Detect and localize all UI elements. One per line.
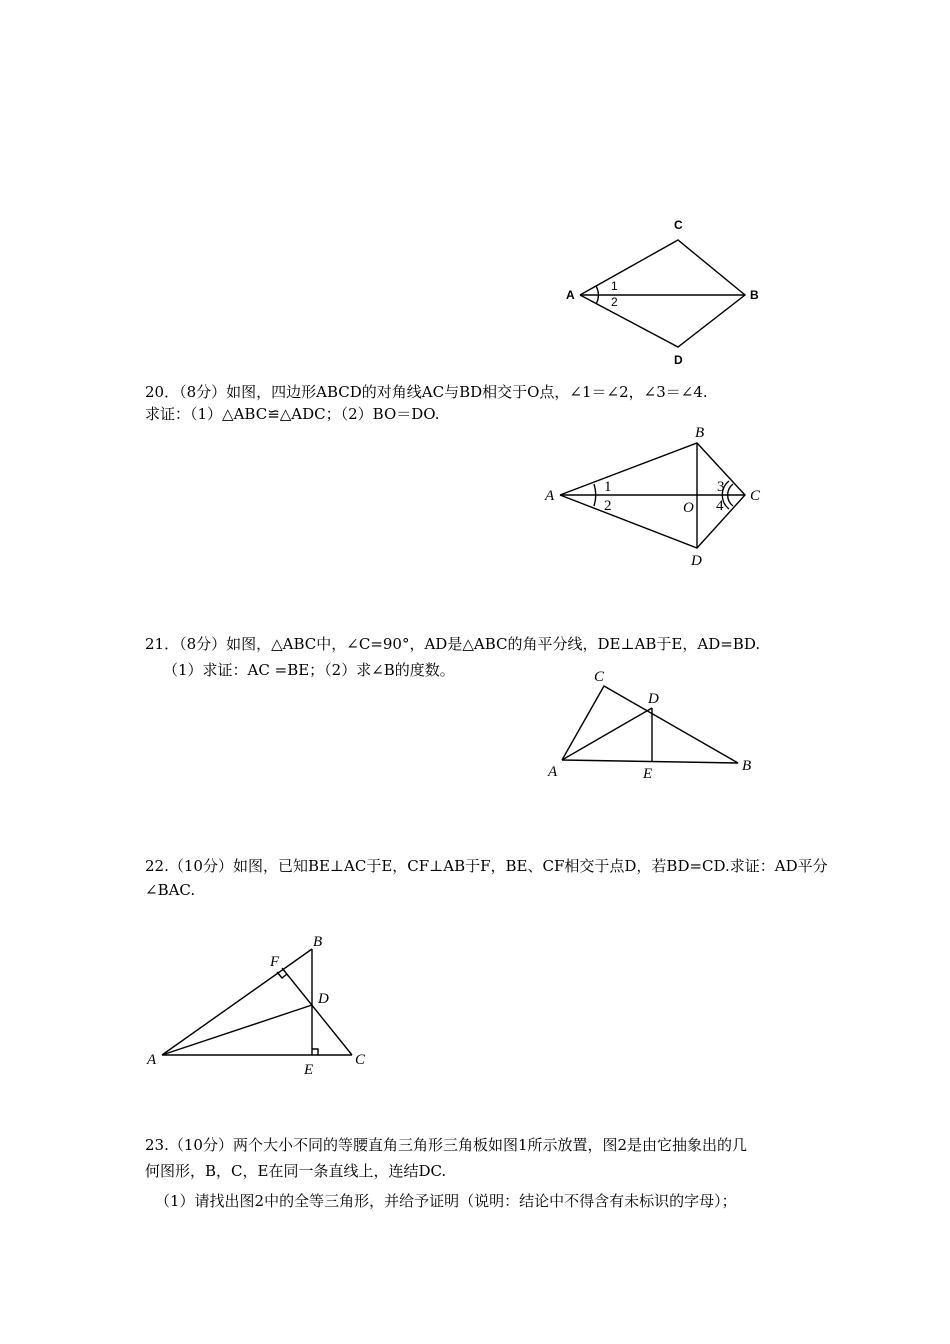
label-d: D <box>674 353 683 367</box>
label-c: C <box>355 1052 366 1068</box>
label-a: A <box>566 288 575 302</box>
label-f: F <box>270 954 280 970</box>
angle-2: 2 <box>611 295 618 309</box>
label-o: O <box>683 500 694 516</box>
angle-3: 3 <box>717 479 725 495</box>
q23-line3: （1）请找出图2中的全等三角形，并给予证明（说明：结论中不得含有未标识的字母）； <box>155 1192 737 1210</box>
label-a: A <box>545 488 555 504</box>
angle-4: 4 <box>716 498 724 514</box>
label-c: C <box>750 488 761 504</box>
q23-line2: 何图形，B，C，E在同一条直线上，连结DC. <box>145 1162 447 1180</box>
label-d: D <box>691 553 702 569</box>
label-b: B <box>313 934 323 950</box>
label-d: D <box>318 991 329 1007</box>
label-b: B <box>742 758 752 774</box>
label-e: E <box>304 1062 314 1078</box>
q23-line1: 23.（10分）两个大小不同的等腰直角三角形三角板如图1所示放置，图2是由它抽象出的几 <box>145 1136 748 1154</box>
q20-line2: 求证：（1）△ABC≌△ADC；（2）BO＝DO. <box>145 405 440 423</box>
label-c: C <box>594 669 605 685</box>
label-b: B <box>750 288 759 302</box>
angle-1: 1 <box>604 479 612 495</box>
label-e: E <box>643 766 653 782</box>
q21-line1: 21．（8分）如图，△ABC中，∠C=90°，AD是△ABC的角平分线，DE⊥AB于E，AD=BD. <box>145 635 761 653</box>
label-c: C <box>674 218 683 232</box>
q22-line2: ∠BAC. <box>145 881 196 899</box>
label-a: A <box>147 1052 157 1068</box>
angle-2: 2 <box>604 498 612 514</box>
q20-line1: 20．（8分）如图，四边形ABCD的对角线AC与BD相交于O点，∠1＝∠2，∠3＝∠4. <box>145 383 708 401</box>
angle-1: 1 <box>611 279 618 293</box>
label-b: B <box>695 425 705 441</box>
label-d: D <box>648 691 659 707</box>
q21-line2: （1）求证：AC =BE；（2）求∠B的度数。 <box>163 661 455 679</box>
label-a: A <box>548 764 558 780</box>
q22-line1: 22.（10分）如图，已知BE⊥AC于E，CF⊥AB于F，BE、CF相交于点D，若BD=CD.求证：AD平分 <box>145 857 828 875</box>
